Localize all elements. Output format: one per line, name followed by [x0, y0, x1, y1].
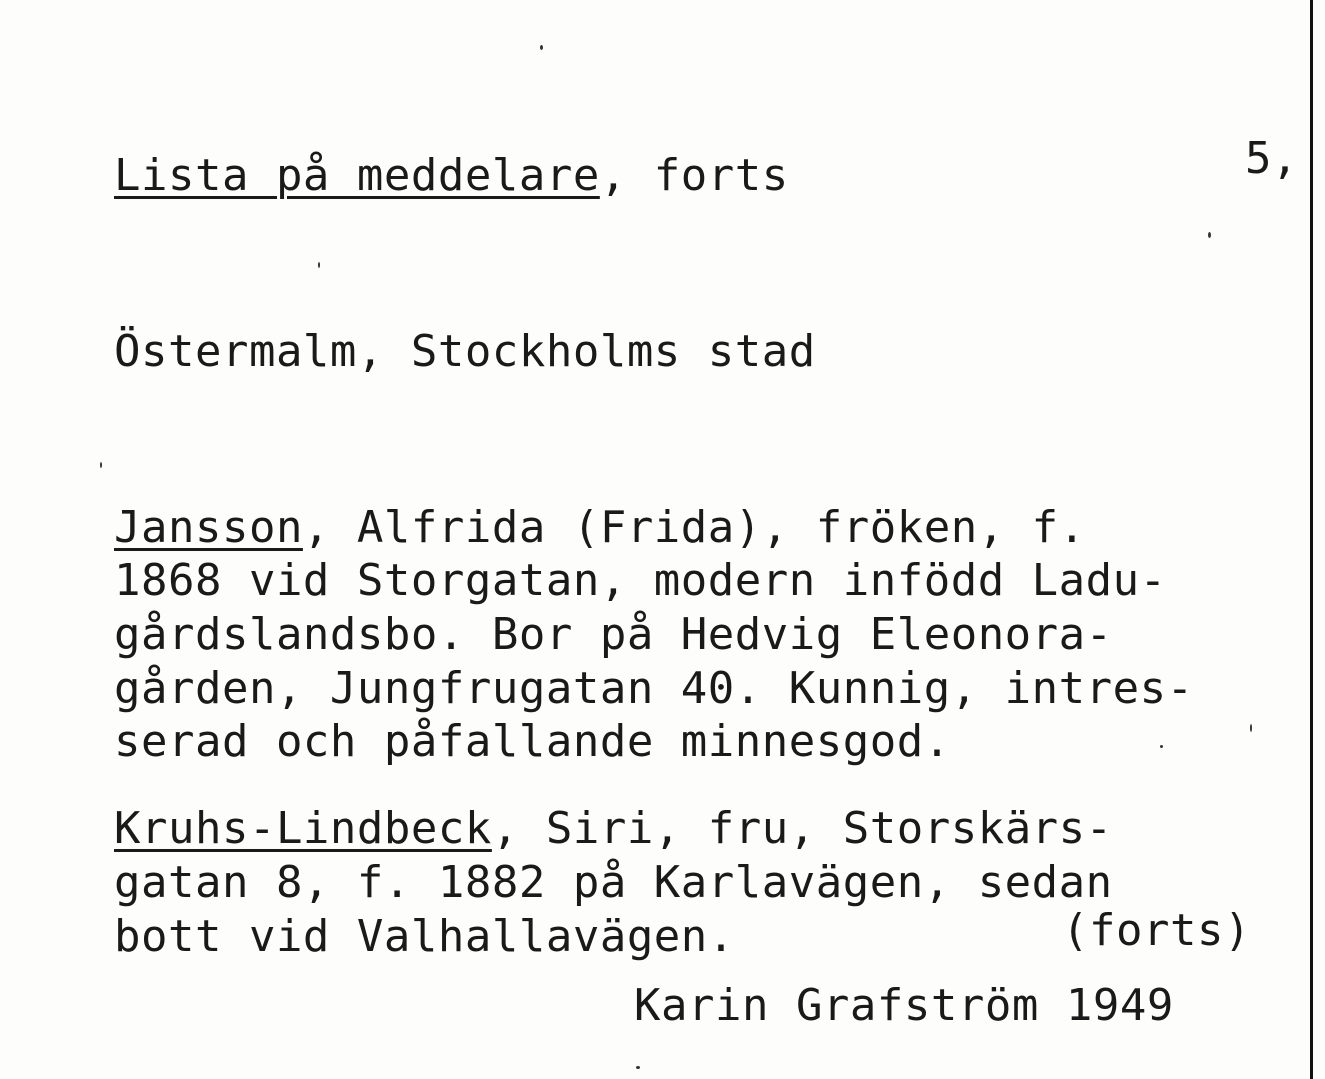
- entry-line: [114, 803, 1113, 855]
- entry-line: 1868 vid Storgatan, modern infödd Ladu-: [114, 555, 1167, 606]
- continued-marker: (forts): [1062, 905, 1251, 956]
- card-edge-line: [1310, 0, 1313, 1079]
- entry-text: , Alfrida (Frida), fröken, f.: [302, 502, 1086, 553]
- card-title-rest: , forts: [599, 150, 789, 201]
- speck: [1208, 232, 1211, 238]
- entry-line: gårdslandsbo. Bor på Hedvig Eleonora-: [114, 609, 1113, 660]
- speck: [1160, 745, 1163, 748]
- speck: [100, 462, 102, 468]
- speck: [318, 262, 320, 268]
- entry-line: serad och påfallande minnesgod.: [114, 716, 951, 767]
- card-title-underlined: Lista på meddelare: [114, 150, 600, 201]
- speck: [540, 45, 543, 50]
- entry-line: gården, Jungfrugatan 40. Kunnig, intres-: [114, 663, 1194, 714]
- entry-line: [114, 502, 1086, 554]
- card-title: [114, 150, 789, 202]
- author-signature: Karin Grafström 1949: [634, 980, 1174, 1031]
- entry-surname: Jansson: [114, 502, 303, 553]
- entry-line: gatan 8, f. 1882 på Karlavägen, sedan: [114, 857, 1113, 908]
- entry-surname: Kruhs-Lindbeck: [114, 803, 492, 854]
- speck: [1250, 724, 1252, 732]
- entry-line: bott vid Valhallavägen.: [114, 911, 735, 962]
- location-heading: Östermalm, Stockholms stad: [114, 326, 816, 377]
- page-number: 5,: [1245, 133, 1298, 184]
- entry-text: , Siri, fru, Storskärs-: [491, 803, 1113, 854]
- speck: [636, 1066, 640, 1069]
